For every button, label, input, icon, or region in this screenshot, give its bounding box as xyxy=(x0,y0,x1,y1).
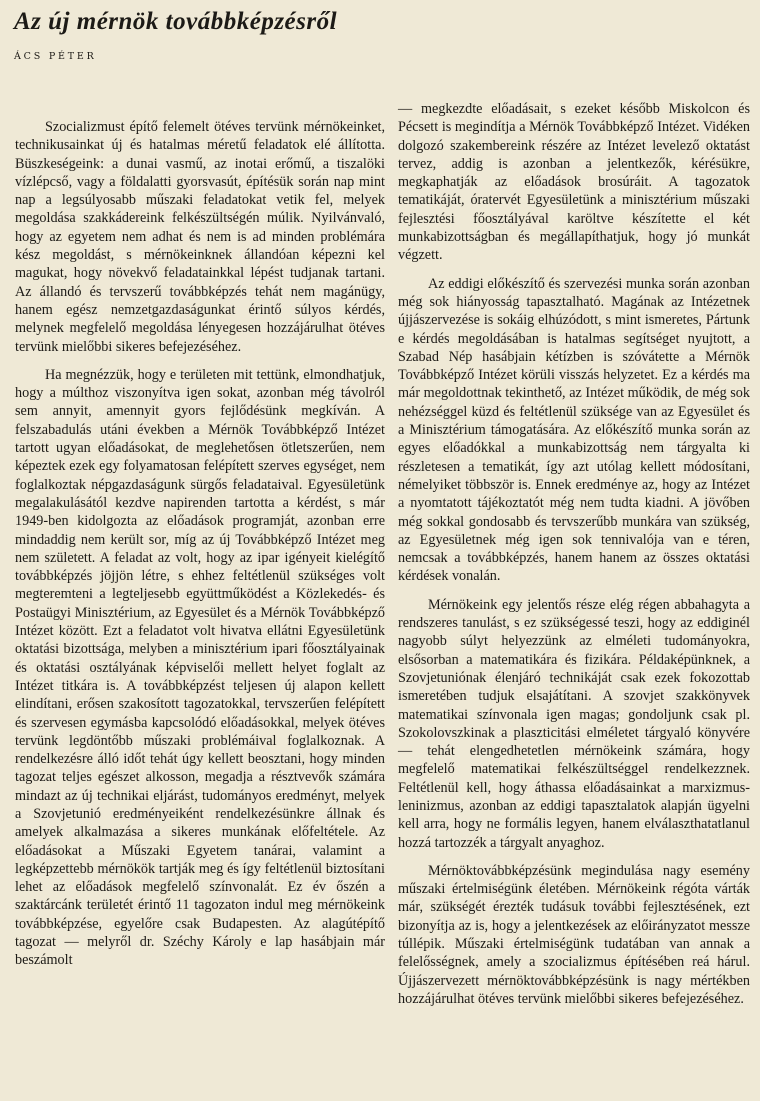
paragraph: Az eddigi előkészítő és szervezési munka során azonban még sok hiányosság tapasztalható. Magának az Intézetnek újjászervezése is sokáig elhúzódott, s mint ismeretes, Pártunk e kérdés megoldásában is hatalmas segítséget nyujtott, a Szabad Nép hasábjain kétízben is szóvátette a Mérnök Továbbképző Intézet körüli visszás helyzetet. Ez a kérdés ma már megoldottnak tekinthető, az Intézet működik, de még sok nehézséggel küzd és feltétlenül szüksége van az Egyesület és a Minisztérium támogatására. Az előkészítő munka során az egyes előadókkal a munkabizottság nem tárgyalta ki részletesen a tematikát, így azt utólag kellett módosítani, némelyiket többször is. Ennek eredménye az, hogy az Intézet a nyomtatott tájékoztatót még nem tudta kiadni. A jövőben még sokkal gondosabb és tervszerűbb munkára van szükség, az Egyesületnek még igen sok tennivalója van e téren, nemcsak a továbbképzés, hanem hanem az összes oktatási kérdések vonalán. xyxy=(398,275,750,585)
paragraph: Szocializmust építő felemelt ötéves tervünk mérnökeinket, technikusainkat új és hatalmas méretű feladatok elé állította. Büszkeségeink: a dunai vasmű, az inotai erőmű, a tiszalöki vízlépcső, vagy a földalatti gyorsvasút, építésük során nap mint nap a legsúlyosabb műszaki feladatokat vetik fel, melyek megoldása szakkádereink felkészültségén múlik. Nyilvánvaló, hogy az egyetem nem adhat és nem is ad minden problémára kész megoldást, s mérnökeinknek állandóan képezni kel magukat, hogy növekvő feladatainkkal lépést tudjanak tartani. Az állandó és tervszerű továbbképzés tehát nem magánügy, hanem egész nemzetgazdaságunkat érintő súlyos kérdés, melynek megfelelő megoldása lényegesen hozzájárulhat ötéves tervünk mielőbbi sikeres befejezéséhez. xyxy=(15,119,385,355)
article-author: ÁCS PÉTER xyxy=(14,51,97,62)
right-column xyxy=(398,100,750,1008)
paragraph: Ha megnézzük, hogy e területen mit tettünk, elmondhatjuk, hogy a múlthoz viszonyítva igen sokat, azonban még távolról sem annyit, amennyit gyors fejlődésünk megkíván. A felszabadulás utáni években a Mérnök Továbbképző Intézet tartott ugyan előadásokat, de meglehetősen ötletszerűen, nem képeztek ezek egy folyamatosan felépített szerves egységet, nem foglalkoztak népgazdaságunk sürgős feladataival. Egyesületünk megalakulásától kezdve napirenden tartotta a kérdést, s már 1949-ben kidolgozta az előadások programját, azonban erre mindaddig nem került sor, míg az új Továbbképző Intézet meg nem született. A feladat az volt, hogy az ipar igényeit kielégítő továbbképzés jöjjön létre, s ehhez feltétlenül szükséges volt megteremteni a legteljesebb együttműködést a Közlekedés- és Postaügyi Minisztérium, az Egyesület és a Mérnök Továbbképző Intézet között. Ezt a feladatot volt hivatva ellátni Egyesületünk oktatási bizottsága, melyben a minisztérium ipari főosztályainak és oktatási osztályának képviselői mellett helyet foglalt az Intézet titkára is. A továbbképzést teljesen új alapon kellett elindítani, erősen szakosított tagozatokkal, tervszerűen felépített és szervesen egymásba kapcsolódó előadásokkal, melyek ötéves tervünk legdöntőbb műszaki problémáival foglalkoznak. A rendelkezésre álló időt tehát úgy kellett beosztani, hogy minden tagozat teljes egészet alkosson, megadja a résztvevők számára mindazt az új technikai eljárást, tudományos eredményt, melyek a Szovjetunió eredményeiként rendelkezésünkre állnak és amelyek alkalmazása a sikeres munkának előfeltétele. Az előadásokat a Műszaki Egyetem tanárai, valamint a legképzettebb mérnökök tartják meg és így feltétlenül biztosítani lehet az előadások megfelelő színvonalát. Ez év őszén a szaktárcánk területét érintő 11 tagozaton indul meg mérnökeink továbbképzése, egyelőre csak Budapesten. Az alagútépítő tagozat — melyről dr. Széchy Károly e lap hasábjain már beszámolt xyxy=(15,366,385,969)
paragraph: Mérnöktovábbképzésünk megindulása nagy esemény műszaki értelmiségünk életében. Mérnökeink régóta várták már, szükségét érezték tudásuk további fejlesztésének, ezt bizonyítja az is, hogy a jelentkezések az előirányzatot messze túllépik. Műszaki értelmiségünk tudatában van annak a felelősségnek, amely a szocializmus építésében reá hárul. Újjászervezett mérnöktovábbképzésünk is nagy mértékben hozzájárulhat ötéves tervünk mielőbbi sikeres befejezéséhez. xyxy=(398,862,750,1007)
paragraph: — megkezdte előadásait, s ezeket később Miskolcon és Pécsett is megindítja a Mérnök Továbbképző Intézet. Vidéken dolgozó szakembereink részére az Intézet levelező oktatást tervez, addig is azonban a jelentkezők, kérésükre, megkaphatják az előadások brosúráit. A tagozatok tematikáját, óratervét Egyesületünk a minisztérium műszaki fejlesztési főosztályával karöltve készítette el két munkabizottságban és megállapíthatjuk, hogy jó munkát végzett. xyxy=(398,101,750,264)
article-title: Az új mérnök továbbképzésről xyxy=(14,8,338,35)
left-column xyxy=(15,118,385,970)
paragraph: Mérnökeink egy jelentős része elég régen abbahagyta a rendszeres tanulást, s ez szükségessé teszi, hogy az eddiginél nagyobb súlyt helyezzünk az elméleti tudományokra, elsősorban a matematikára és fizikára. Példaképünknek, a Szovjetuniónak élenjáró technikáját csak ezek fokozottab ismeretében tudjuk elsajátítani. A szovjet szakkönyvek matematikai színvonala igen magas; gondoljunk csak pl. Szokolovszkinak a plaszticitási elméletet tárgyaló könyvére — tehát elengedhetetlen mérnökeink számára, hogy megfelelő matematikai felkészültséggel rendelkezznek. Feltétlenül kell, hogy áthassa előadásainkat a marxizmus-leninizmus, azonban az eddigi tapasztalatok alapján ügyelni kell arra, hogy ne formális legyen, hanem elválaszthatatlanul hozzá tartozzék a tárgyalt anyaghoz. xyxy=(398,596,750,851)
